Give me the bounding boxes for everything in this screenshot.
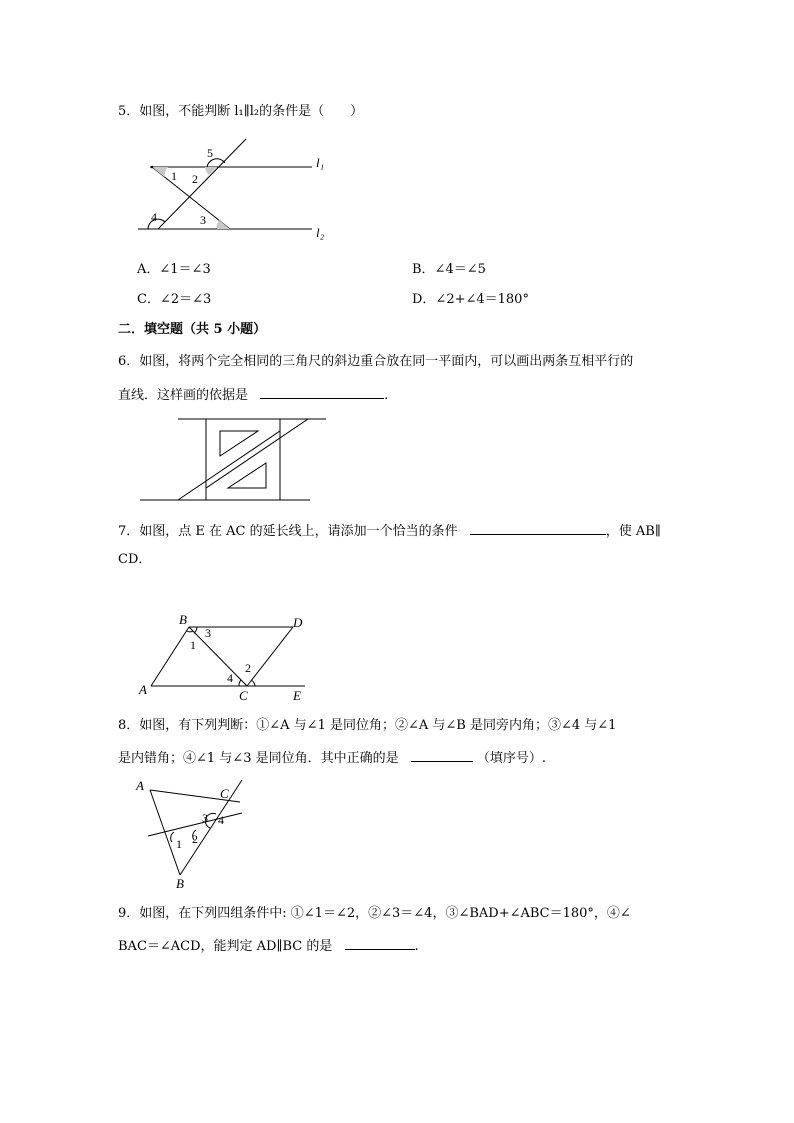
label-2: 2: [192, 172, 198, 186]
triangle-ruler-1: [206, 419, 308, 488]
q6-line2: 直线．这样画的依据是 .: [118, 388, 389, 403]
q5-option-c: C．∠2＝∠3: [137, 292, 212, 307]
q6-line1: 6．如图，将两个完全相同的三角尺的斜边重合放在同一平面内，可以画出两条互相平行的: [118, 354, 634, 369]
label-4: 4: [218, 813, 224, 827]
label-E: E: [293, 688, 301, 703]
line-AB: [150, 790, 180, 875]
section-title: 二．填空题（共 5 小题）: [118, 322, 267, 337]
q5-option-d: D．∠2+∠4＝180°: [412, 292, 529, 307]
q6-line2-text: 直线．这样画的依据是: [118, 388, 249, 403]
q5-stem: 5．如图，不能判断 l₁∥l₂的条件是（ ）: [118, 104, 364, 119]
q6-answer-blank[interactable]: [260, 386, 384, 399]
label-3: 3: [200, 213, 206, 227]
label-5: 5: [207, 146, 213, 160]
angle-arc-C: [239, 680, 241, 686]
q8-figure: [136, 778, 254, 890]
label-4: 4: [151, 210, 157, 224]
label-1: 1: [171, 169, 177, 183]
q9-answer-blank[interactable]: [345, 937, 415, 950]
label-3: 3: [202, 811, 208, 825]
label-A: A: [136, 778, 144, 793]
q8-line2b: （填序号）.: [476, 751, 547, 766]
label-l1: l₁: [316, 155, 325, 170]
label-C: C: [220, 786, 229, 801]
q7-line2: CD．: [118, 552, 152, 567]
q5-figure: [130, 135, 340, 245]
triangle-ruler-1-inner: [220, 431, 258, 456]
q7-figure: [135, 612, 315, 704]
q5-option-a: A．∠1＝∠3: [137, 262, 211, 277]
line-CD: [247, 627, 293, 686]
label-B: B: [179, 612, 187, 627]
line-BC: [189, 627, 247, 686]
q7-answer-blank[interactable]: [470, 522, 606, 535]
triangle-ruler-2-inner: [228, 463, 266, 488]
q7-line1a: 7．如图，点 E 在 AC 的延长线上，请添加一个恰当的条件: [118, 524, 458, 539]
label-1: 1: [176, 837, 182, 851]
q8-line2a: 是内错角；④∠1 与∠3 是同位角．其中正确的是: [118, 751, 399, 766]
q9-line2-text: BAC＝∠ACD，能判定 AD∥BC 的是: [118, 939, 333, 954]
label-C: C: [239, 688, 248, 703]
q8-answer-blank[interactable]: [411, 749, 473, 762]
angle-3-mark: [217, 220, 230, 229]
triangle-ruler-2: [178, 431, 280, 500]
angle-arc-1: [171, 832, 174, 842]
q8-line1: 8．如图，有下列判断：①∠A 与∠1 是同位角；②∠A 与∠B 是同旁内角；③∠4 与∠1: [118, 718, 617, 733]
label-l2: l₂: [316, 225, 325, 240]
label-A: A: [139, 682, 147, 697]
q5-option-b: B．∠4＝∠5: [412, 262, 486, 277]
q8-line2: [118, 749, 546, 767]
q9-line1: 9．如图，在下列四组条件中: ①∠1＝∠2，②∠3＝∠4，③∠BAD+∠ABC＝180°，④∠: [118, 906, 631, 921]
line-AB: [151, 627, 189, 686]
line-BC-extended: [180, 780, 242, 875]
label-2: 2: [245, 661, 251, 675]
angle-arc-B: [194, 627, 197, 633]
q7-line1b: ，使 AB∥: [605, 524, 661, 539]
q9-line2: BAC＝∠ACD，能判定 AD∥BC 的是 .: [118, 939, 419, 954]
label-D: D: [293, 615, 303, 630]
label-3: 3: [205, 626, 211, 640]
label-1: 1: [190, 638, 196, 652]
label-B: B: [176, 876, 184, 891]
q7-line1: [118, 522, 661, 540]
label-2: 2: [192, 832, 198, 846]
angle-1-mark: [152, 167, 168, 177]
q6-figure: [138, 418, 328, 502]
label-4: 4: [227, 671, 233, 685]
